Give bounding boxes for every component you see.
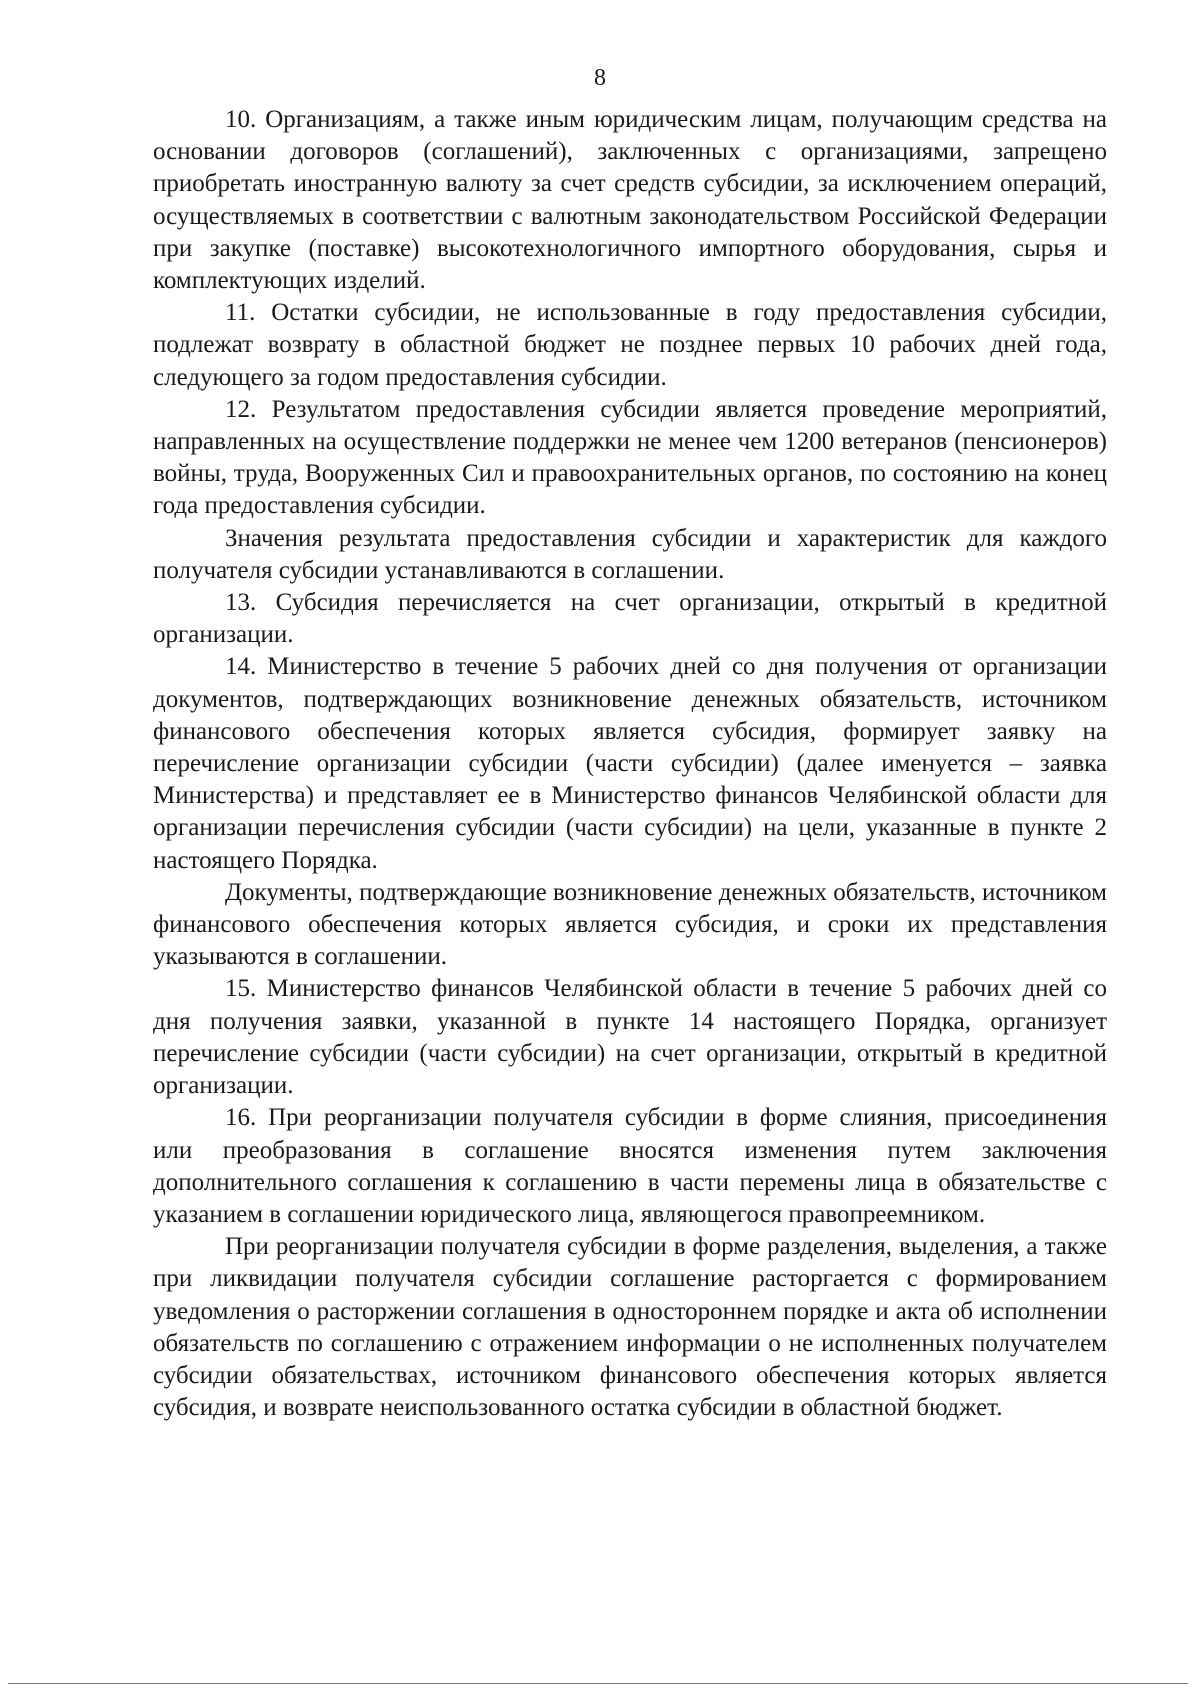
paragraph-12-result: 12. Результатом предоставления субсидии является проведение мероприятий, направленных на осуществление поддержки не менее чем 1200 ветеранов (пенсионеров) войны, труда, Вооруженных Сил и правоохранительных органов, по состоянию на конец года предоставления субсидии. bbox=[153, 395, 1107, 520]
paragraph-15-finance-ministry: 15. Министерство финансов Челябинской области в течение 5 рабочих дней со дня получения заявки, указанной в пункте 14 настоящего Порядка, организует перечисление субсидии (части субсидии) на счет организации, открытый в кредитной организации. bbox=[153, 975, 1107, 1100]
paragraph-16-reorganization: 16. При реорганизации получателя субсидии в форме слияния, присоединения или преобразования в соглашение вносятся изменения путем заключения дополнительного соглашения к соглашению в части перемены лица в обязательстве с указанием в соглашении юридического лица, являющегося правопреемником. bbox=[153, 1104, 1107, 1228]
document-body bbox=[153, 104, 1107, 1424]
scan-bottom-edge-line bbox=[8, 1683, 1188, 1684]
paragraph-14-ministry-request: 14. Министерство в течение 5 рабочих дней со дня получения от организации документов, подтверждающих возникновение денежных обязательств, источником финансового обеспечения которых является субсидия, формирует заявку на перечисление организации субсидии (части субсидии) (далее именуется – заявка Министерства) и представляет ее в Министерство финансов Челябинской области для организации перечисления субсидии (части субсидии) на цели, указанные в пункте 2 настоящего Порядка. bbox=[153, 653, 1107, 874]
paragraph-10-currency-restriction: 10. Организациям, а также иным юридическим лицам, получающим средства на основании договоров (соглашений), заключенных с организациями, запрещено приобретать иностранную валюту за счет средств субсидии, за исключением операций, осуществляемых в соответствии с валютным законодательством Российской Федерации при закупке (поставке) высокотехнологичного импортного оборудования, сырья и комплектующих изделий. bbox=[153, 106, 1107, 295]
paragraph-11-subsidy-remainder: 11. Остатки субсидии, не использованные в году предоставления субсидии, подлежат возврату в областной бюджет не позднее первых 10 рабочих дней года, следующего за годом предоставления субсидии. bbox=[153, 299, 1107, 391]
paragraph-13-transfer-account: 13. Субсидия перечисляется на счет организации, открытый в кредитной организации. bbox=[153, 589, 1107, 649]
page-number: 8 bbox=[594, 65, 606, 91]
paragraph-14-documents: Документы, подтверждающие возникновение денежных обязательств, источником финансового обеспечения которых является субсидия, и сроки их представления указываются в соглашении. bbox=[153, 878, 1107, 971]
paragraph-16-termination: При реорганизации получателя субсидии в форме разделения, выделения, а также при ликвидации получателя субсидии соглашение расторгается с формированием уведомления о расторжении соглашения в одностороннем порядке и акта об исполнении обязательств по соглашению с отражением информации о не исполненных получателем субсидии обязательствах, источником финансового обеспечения которых является субсидия, и возврате неиспользованного остатка субсидии в областной бюджет. bbox=[153, 1233, 1107, 1422]
paragraph-12-result-values: Значения результата предоставления субсидии и характеристик для каждого получателя субсидии устанавливаются в соглашении. bbox=[153, 524, 1107, 584]
